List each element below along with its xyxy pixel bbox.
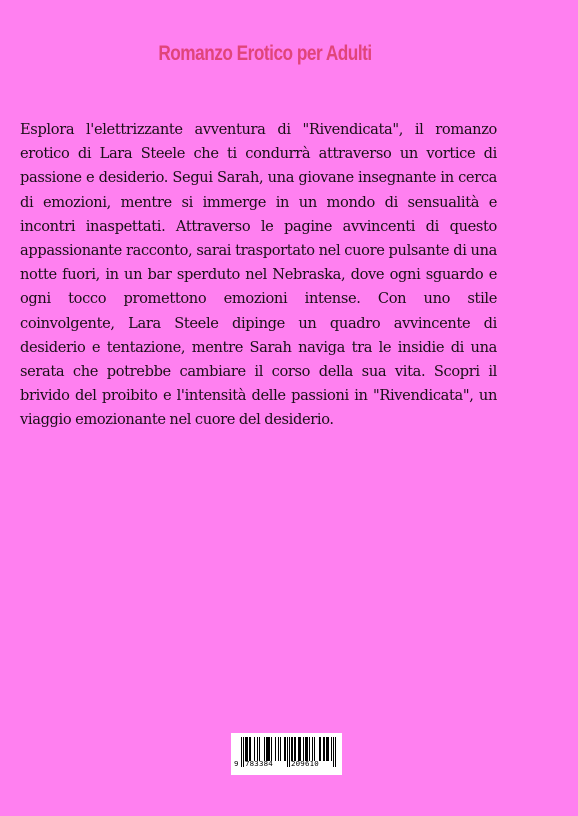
barcode-bar [289,737,290,767]
barcode-bar [309,737,310,761]
barcode-bar [323,737,324,761]
barcode-first-digit: 9 [234,759,239,768]
barcode-bar [300,737,301,761]
barcode-bar [306,737,307,761]
barcode-bar [246,737,247,761]
barcode-bar [298,737,299,761]
barcode-bar [320,737,321,761]
barcode-bar [299,737,300,761]
cover-heading: Romanzo Erotico per Adulti [158,42,372,65]
barcode-bar [303,737,304,761]
barcode-bar [333,737,334,767]
barcode-bar [331,737,332,761]
barcode-bar [319,737,320,761]
barcode-bar [292,737,293,761]
barcode-bar [245,737,246,761]
barcode-bar [269,737,270,761]
barcode-bar [295,737,296,761]
barcode-bar [254,737,255,761]
barcode-bar [324,737,325,761]
barcode-bar [294,737,295,761]
barcode-bar [280,737,281,761]
barcode-bar [278,737,279,761]
barcode-bar [312,737,313,761]
barcode-bar [267,737,268,761]
barcode-bar [335,737,336,767]
barcode-bar [284,737,285,761]
barcode-left-group: 783384 [245,759,273,768]
barcode-bar [305,737,306,761]
barcode-bar [307,737,308,761]
barcode-bars [231,733,342,775]
barcode-bar [249,737,250,761]
barcode-right-group: 209610 [291,759,319,768]
barcode-bar [291,737,292,761]
barcode-bar [328,737,329,761]
barcode-bar [275,737,276,761]
barcode-bar [264,737,265,761]
isbn-barcode [231,733,342,775]
barcode-bar [266,737,267,761]
book-blurb: Esplora l'elettrizzante avventura di "Rivendicata", il romanzo erotico di Lara Steele che ti condurrà attraverso un vortice di passione e desiderio. Segui Sarah, una giovane insegnante in cerca di emozioni, mentre si immerge in un mondo di sensualità e incontri inaspettati. Attraverso le pagine avvincenti di questo appassionante racconto, sarai trasportato nel cuore pulsante di una notte fuori, in un bar sperduto nel Nebraska, dove ogni sguardo e ogni tocco promettono emozioni intense. Con uno stile coinvolgente, Lara Steele dipinge un quadro avvincente di desiderio e tentazione, mentre Sarah naviga tra le insidie di una serata che potrebbe cambiare il corso della sua vita. Scopri il brivido del proibito e l'intensità delle passioni in "Rivendicata", un viaggio emozionante nel cuore del desiderio. [20,121,497,429]
barcode-bar [326,737,327,761]
barcode-bar [327,737,328,761]
barcode-bar [250,737,251,761]
barcode-bar [285,737,286,761]
barcode-bar [314,737,315,761]
barcode-bar [271,737,272,761]
barcode-bar [287,737,288,767]
barcode-bar [241,737,242,767]
barcode-bar [259,737,260,761]
barcode-bar [257,737,258,761]
barcode-bar [243,737,244,767]
barcode-bar [247,737,248,761]
barcode-bar [268,737,269,761]
